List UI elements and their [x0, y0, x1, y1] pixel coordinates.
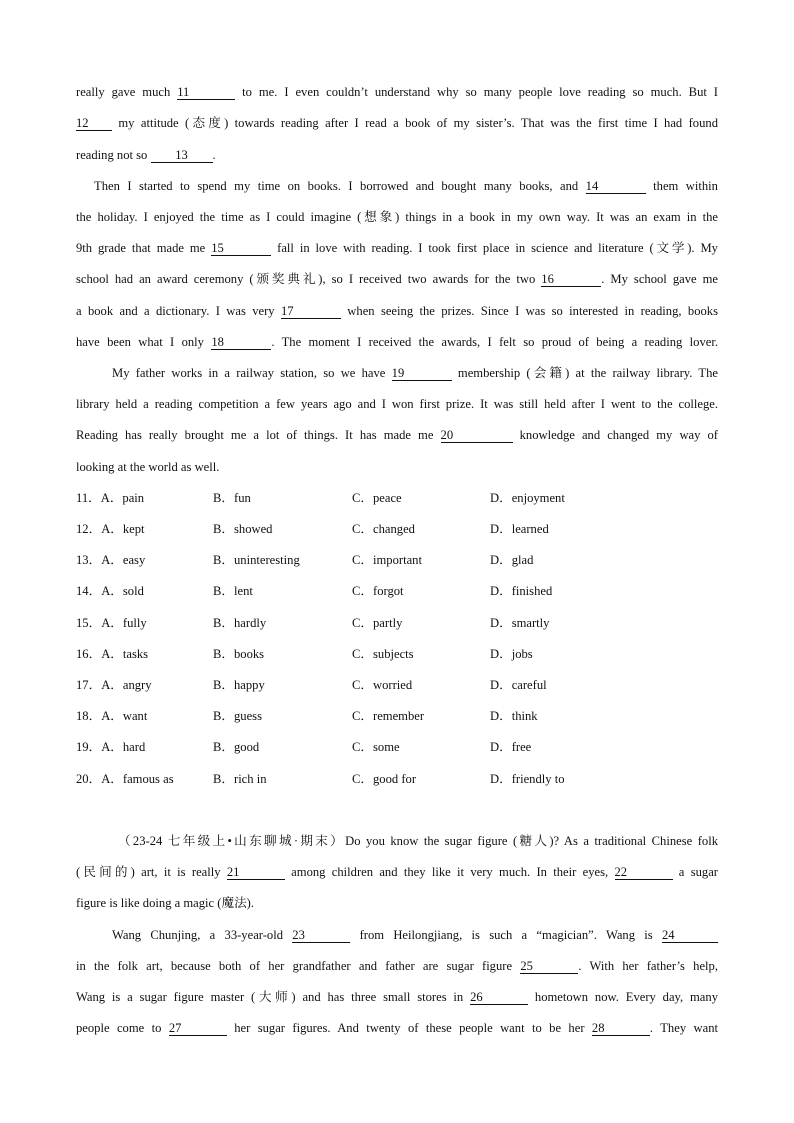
text-segment: . With her father’s help, [578, 959, 718, 973]
option-a[interactable]: 18．A．want [76, 709, 148, 723]
text-segment: hometown now. Every day, many [528, 990, 718, 1004]
text-segment: the holiday. I enjoyed the time as I could imagine (想象) things in a book in my own way. It was an exam in the [76, 210, 718, 224]
blank-25[interactable]: 25 [520, 959, 578, 974]
option-b[interactable]: B．uninteresting [213, 553, 300, 567]
option-row-11 [76, 490, 676, 506]
text-segment: library held a reading competition a few years ago and I won first prize. It was still held after I went to the college. [76, 397, 718, 411]
passage1-line-9 [76, 334, 718, 350]
option-b[interactable]: B．good [213, 740, 260, 754]
blank-26[interactable]: 26 [470, 990, 528, 1005]
option-a[interactable]: 15．A．fully [76, 616, 147, 630]
option-b[interactable]: B．fun [213, 491, 251, 505]
blank-15[interactable]: 15 [211, 241, 271, 256]
option-row-12 [76, 521, 676, 537]
passage2-line-2 [76, 864, 718, 880]
option-b[interactable]: B．happy [213, 678, 265, 692]
text-segment: when seeing the prizes. Since I was so interested in reading, books [340, 304, 718, 318]
passage1-line-13 [76, 459, 718, 475]
blank-20[interactable]: 20 [441, 428, 513, 443]
text-segment: a sugar [672, 865, 718, 879]
option-c[interactable]: C．some [352, 740, 400, 754]
text-segment: knowledge and changed my way of [512, 428, 718, 442]
passage2-line-4 [112, 927, 718, 943]
text-segment: have been what I only [76, 335, 212, 349]
blank-11[interactable]: 11 [177, 85, 235, 100]
passage1-line-1 [76, 84, 718, 100]
text-segment: . [212, 148, 216, 162]
option-row-16 [76, 646, 676, 662]
option-a[interactable]: 17．A．angry [76, 678, 152, 692]
passage2-line-7 [76, 1020, 718, 1036]
text-segment: . The moment I received the awards, I felt so proud of being a reading lover. [271, 335, 718, 349]
passage1-line-4 [94, 178, 718, 194]
text-segment: really gave much [76, 85, 178, 99]
text-segment: looking at the world as well. [76, 460, 220, 474]
text-segment: Reading has really brought me a lot of things. It has made me [76, 428, 441, 442]
option-a[interactable]: 12．A．kept [76, 522, 145, 536]
text-segment: to me. I even couldn’t understand why so many people love reading so much. But I [235, 85, 718, 99]
option-c[interactable]: C．subjects [352, 647, 414, 661]
text-segment: My father works in a railway station, so we have [112, 366, 392, 380]
blank-13[interactable]: 13 [151, 148, 213, 163]
option-d[interactable]: D．glad [490, 553, 534, 567]
passage2-line-5 [76, 958, 718, 974]
option-d[interactable]: D．friendly to [490, 772, 565, 786]
passage2-line-3 [76, 895, 718, 911]
text-segment: them within [645, 179, 718, 193]
option-a[interactable]: 19．A．hard [76, 740, 146, 754]
passage1-line-5 [76, 209, 718, 225]
text-segment: . They want [649, 1021, 718, 1035]
text-segment: (民间的) art, it is really [76, 865, 227, 879]
text-segment: . My school gave me [601, 272, 718, 286]
option-row-18 [76, 708, 676, 724]
blank-23[interactable]: 23 [292, 928, 350, 943]
passage1-line-10 [112, 365, 718, 381]
passage1-line-3 [76, 147, 718, 163]
option-b[interactable]: B．guess [213, 709, 262, 723]
text-segment: reading not so [76, 148, 151, 162]
text-segment: （23-24 七年级上•山东聊城·期末）Do you know the sugar figure (糖人)? As a traditional Chinese folk [118, 834, 718, 848]
passage1-line-12 [76, 427, 718, 443]
option-b[interactable]: B．hardly [213, 616, 267, 630]
text-segment: in the folk art, because both of her grandfather and father are sugar figure [76, 959, 521, 973]
blank-28[interactable]: 28 [592, 1021, 650, 1036]
option-d[interactable]: D．smartly [490, 616, 550, 630]
text-segment: membership (会籍) at the railway library. The [451, 366, 718, 380]
blank-14[interactable]: 14 [586, 179, 646, 194]
option-d[interactable]: D．finished [490, 584, 553, 598]
passage1-line-2 [76, 115, 718, 131]
blank-24[interactable]: 24 [662, 928, 718, 943]
passage2-line-6 [76, 989, 718, 1005]
text-segment: a book and a dictionary. I was very [76, 304, 281, 318]
option-d[interactable]: D．careful [490, 678, 547, 692]
option-a[interactable]: 13．A．easy [76, 553, 146, 567]
text-segment: people come to [76, 1021, 169, 1035]
option-b[interactable]: B．showed [213, 522, 273, 536]
passage1-line-6 [76, 240, 718, 256]
option-row-14 [76, 583, 676, 599]
text-segment: from Heilongjiang, is such a “magician”. Wang is [350, 928, 662, 942]
blank-16[interactable]: 16 [541, 272, 601, 287]
option-d[interactable]: D．learned [490, 522, 549, 536]
blank-17[interactable]: 17 [281, 304, 341, 319]
option-c[interactable]: C．remember [352, 709, 425, 723]
option-c[interactable]: C．forgot [352, 584, 404, 598]
option-a[interactable]: 16．A．tasks [76, 647, 149, 661]
option-b[interactable]: B．rich in [213, 772, 267, 786]
text-segment: 9th grade that made me [76, 241, 212, 255]
option-b[interactable]: B．lent [213, 584, 253, 598]
option-row-17 [76, 677, 676, 693]
passage1-line-8 [76, 303, 718, 319]
option-d[interactable]: D．think [490, 709, 538, 723]
option-c[interactable]: C．good for [352, 772, 417, 786]
blank-18[interactable]: 18 [211, 335, 271, 350]
option-d[interactable]: D．enjoyment [490, 491, 565, 505]
text-segment: Wang is a sugar figure master (大师) and has three small stores in [76, 990, 471, 1004]
text-segment: fall in love with reading. I took first place in science and literature (文学). My [271, 241, 718, 255]
option-row-15 [76, 615, 676, 631]
blank-27[interactable]: 27 [169, 1021, 227, 1036]
option-d[interactable]: D．jobs [490, 647, 533, 661]
option-d[interactable]: D．free [490, 740, 532, 754]
text-segment: among children and they like it very much. In their eyes, [284, 865, 615, 879]
option-a[interactable]: 14．A．sold [76, 584, 144, 598]
passage1-line-7 [76, 271, 718, 287]
option-b[interactable]: B．books [213, 647, 265, 661]
option-c[interactable]: C．partly [352, 616, 403, 630]
passage2-line-1 [118, 833, 718, 849]
blank-12[interactable]: 12 [76, 116, 112, 131]
text-segment: figure is like doing a magic (魔法). [76, 896, 255, 910]
text-segment: school had an award ceremony (颁奖典礼), so I received two awards for the two [76, 272, 542, 286]
option-a[interactable]: 20．A．famous as [76, 772, 174, 786]
blank-21[interactable]: 21 [227, 865, 285, 880]
text-segment: her sugar figures. And twenty of these people want to be her [226, 1021, 592, 1035]
option-c[interactable]: C．changed [352, 522, 415, 536]
option-row-20 [76, 771, 676, 787]
passage1-line-11 [76, 396, 718, 412]
option-c[interactable]: C．worried [352, 678, 413, 692]
option-c[interactable]: C．important [352, 553, 422, 567]
option-row-13 [76, 552, 676, 568]
option-c[interactable]: C．peace [352, 491, 402, 505]
option-row-19 [76, 739, 676, 755]
blank-19[interactable]: 19 [392, 366, 452, 381]
text-segment: my attitude (态度) towards reading after I read a book of my sister’s. That was the first time I had found [112, 116, 718, 130]
blank-22[interactable]: 22 [615, 865, 673, 880]
text-segment: Then I started to spend my time on books. I borrowed and bought many books, and [94, 179, 586, 193]
text-segment: Wang Chunjing, a 33-year-old [112, 928, 293, 942]
option-a[interactable]: 11．A．pain [76, 491, 145, 505]
